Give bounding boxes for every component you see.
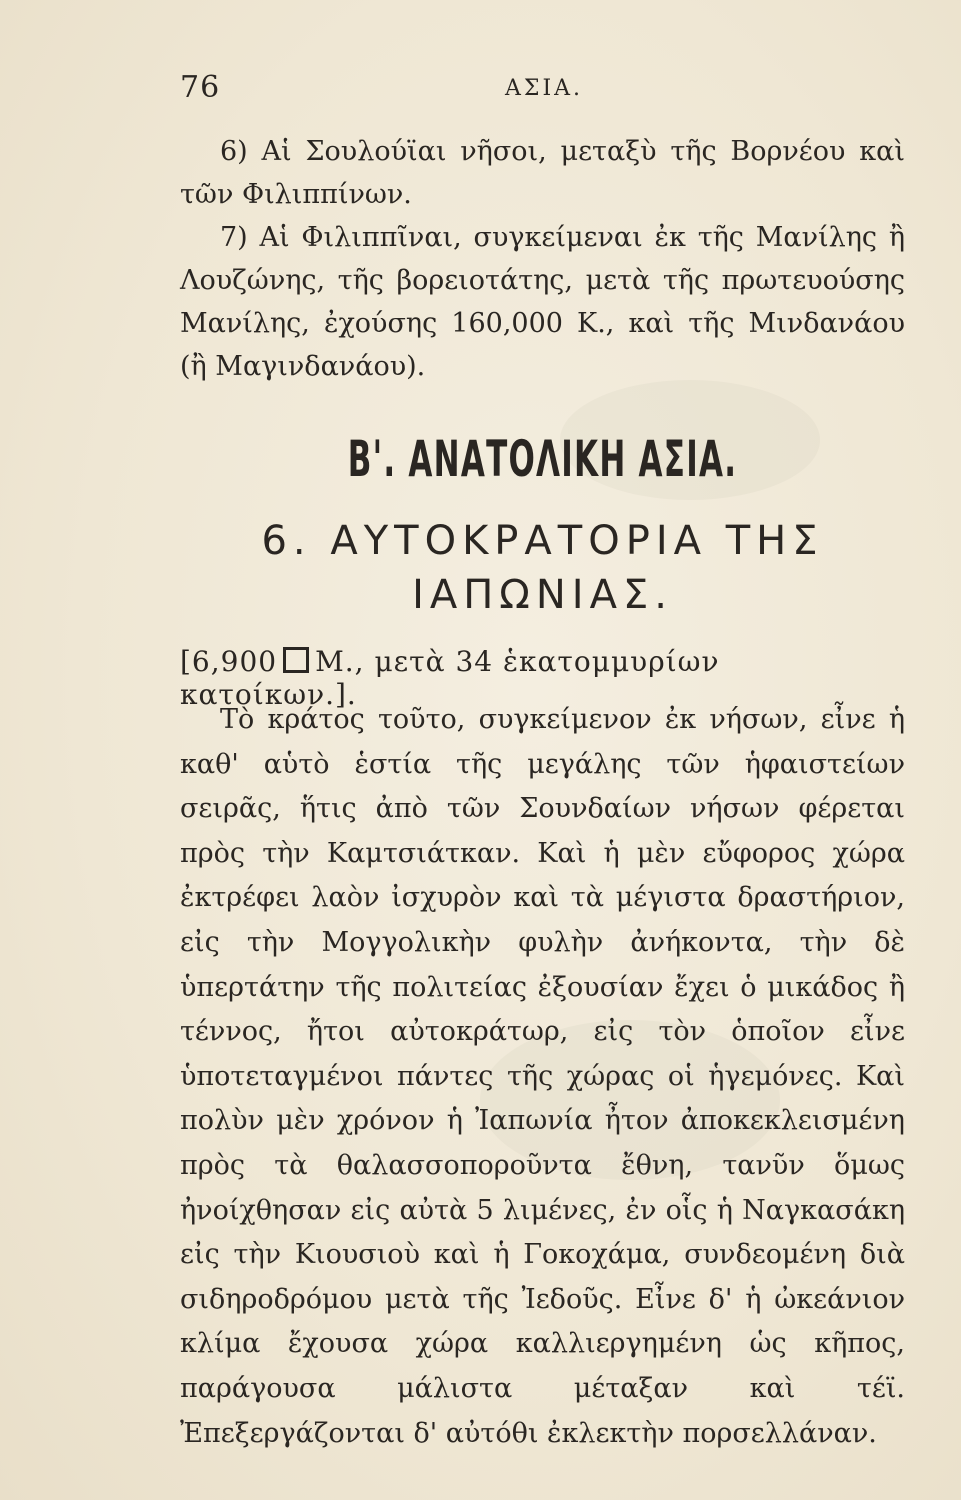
subsection-heading-line2: ΙΑΠΩΝΙΑΣ.	[412, 572, 673, 618]
subsection-heading-line1: 6. ΑΥΤΟΚΡΑΤΟΡΙΑ ΤΗΣ	[261, 518, 824, 564]
paragraph-philippines: 7) Αἱ Φιλιππῖναι, συγκείμεναι ἐκ τῆς Μανίλης ἢ Λουζώνης, τῆς βορειοτάτης, μετὰ τῆς πρωτευούσης Μανίλης, ἐχούσης 160,000 Κ., καὶ τῆς Μινδανάου (ἢ Μαγινδανάου).	[180, 222, 905, 382]
page-number: 76	[180, 70, 221, 105]
paragraph-sulu-islands: 6) Αἱ Σουλούϊαι νῆσοι, μεταξὺ τῆς Βορνέου καὶ τῶν Φιλιππίνων.	[180, 136, 905, 210]
stats-population: Μ., μετὰ 34 ἑκατομμυρίων κατοίκων.].	[180, 645, 720, 711]
page-header	[180, 70, 900, 110]
square-mile-icon	[283, 647, 309, 673]
paragraph-japan-description: Τὸ κράτος τοῦτο, συγκείμενον ἐκ νήσων, εἶνε ἡ καθ' αὑτὸ ἑστία τῆς μεγάλης τῶν ἡφαιστείων σειρᾶς, ἥτις ἀπὸ τῶν Σουνδαίων νήσων φέρεται πρὸς τὴν Καμτσιάτκαν. Καὶ ἡ μὲν εὔφορος χώρα ἐκτρέφει λαὸν ἰσχυρὸν καὶ τὰ μέγιστα δραστήριον, εἰς τὴν Μογγολικὴν φυλὴν ἀνήκοντα, τὴν δὲ ὑπερτάτην τῆς πολιτείας ἐξουσίαν ἔχει ὁ μικάδος ἢ τέννος, ἤτοι αὐτοκράτωρ, εἰς τὸν ὁποῖον εἶνε ὑποτεταγμένοι πάντες τῆς χώρας οἱ ἡγεμόνες. Καὶ πολὺν μὲν χρόνον ἡ Ἰαπωνία ἦτον ἀποκεκλεισμένη πρὸς τὰ θαλασσοποροῦντα ἔθνη, τανῦν ὅμως ἠνοίχθησαν εἰς αὐτὰ 5 λιμένες, ἐν οἷς ἡ Ναγκασάκη εἰς τὴν Κιουσιοὺ καὶ ἡ Γοκοχάμα, συνδεομένη διὰ σιδηροδρόμου μετὰ τῆς Ἰεδοῦς. Εἶνε δ' ἡ ὠκεάνιον κλίμα ἔχουσα χώρα καλλιεργημένη ὡς κῆπος, παράγουσα μάλιστα μέταξαν καὶ τέϊ. Ἐπεξεργάζονται δ' αὐτόθι ἐκλεκτὴν πορσελλάναν.	[180, 704, 905, 1449]
stats-area-value: [6,900	[180, 645, 278, 678]
running-head: ΑΣΙΑ.	[505, 76, 584, 101]
section-heading: Β'. ΑΝΑΤΟΛΙΚΗ ΑΣΙΑ.	[347, 430, 738, 488]
